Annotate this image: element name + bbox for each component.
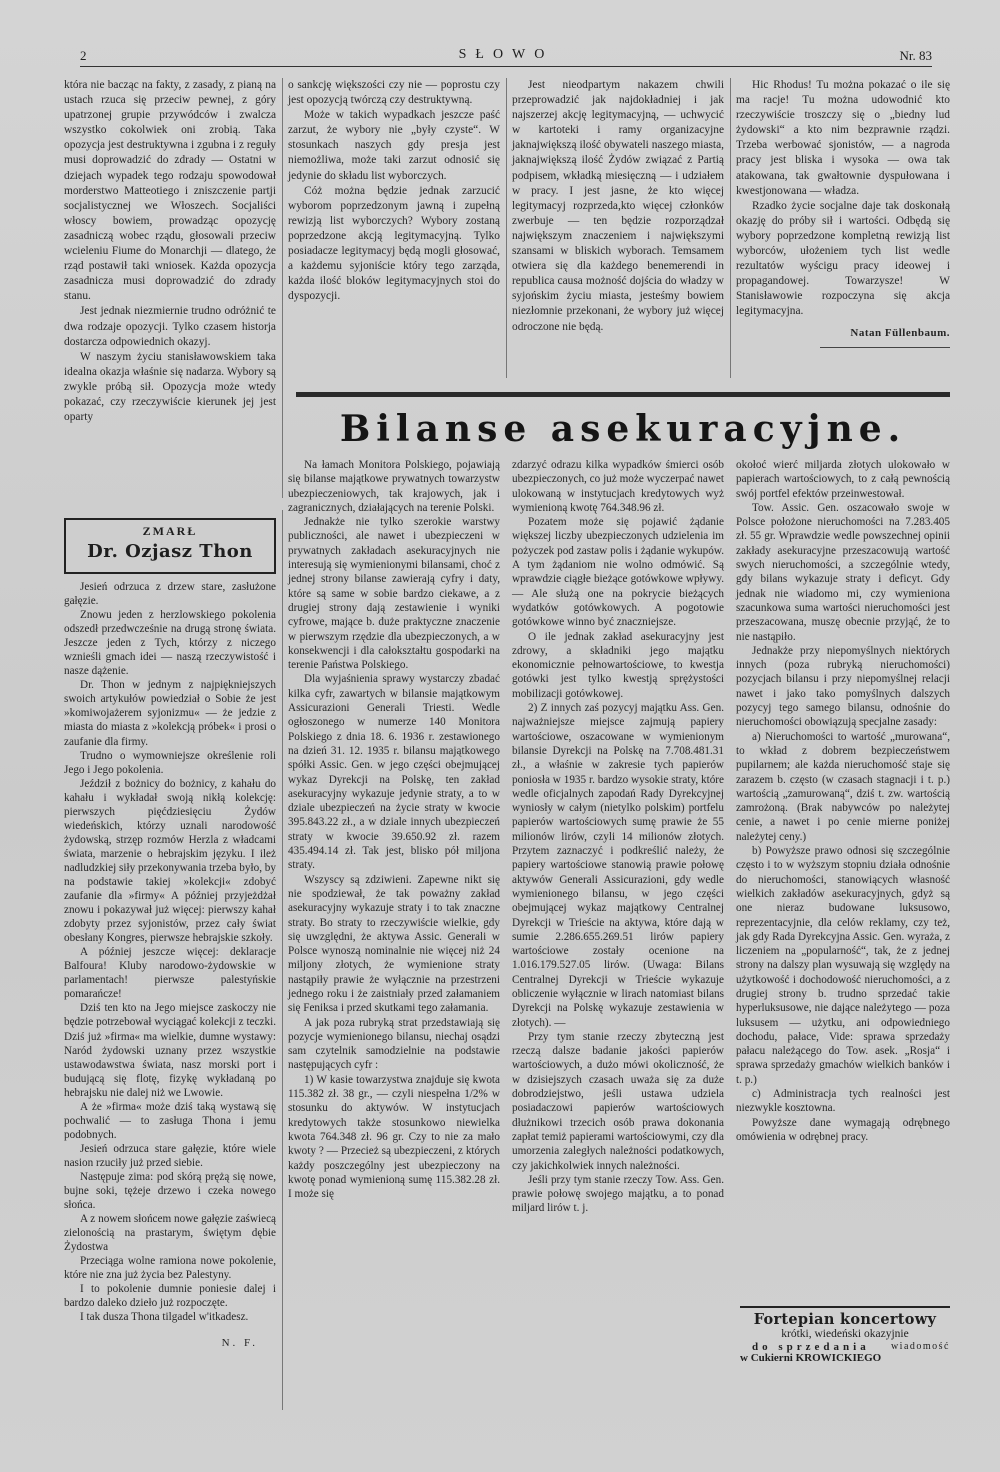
paragraph: A z nowem słońcem nowe gałęzie zaświecą zielonością na prastarym, świętym dębie Żydostwa <box>64 1213 276 1254</box>
masthead-title: SŁOWO <box>458 47 554 62</box>
paragraph: A że »firma« może dziś taką wystawą się pochwalić — to zasługa Thona i jemu podobnych. <box>64 1100 276 1141</box>
paragraph: Przy tym stanie rzeczy zbyteczną jest rzeczą dalsze badanie jakości papierów wartościowych, a dużo mówi okoliczność, że w dzisiejszych czasach uważa się za duże dobrodziejstwo, jeśli ustawa udziela posiadaczowi papierów wartościowych dłużnikowi trzecich osób prawa dokonania zapłat temiż papierami wartościowymi, czy dla umorzenia zaległych należności podatkowych, czy jakichkolwiek innych należności. <box>512 1030 724 1172</box>
column-divider <box>282 510 283 1410</box>
paragraph: A później jeszcze więcej: deklaracje Balfoura! Kluby narodowo-żydowskie w parlamentach! pierwsze palestyńskie pomarańcze! <box>64 946 276 1001</box>
paragraph: c) Administracja tych realności jest niezwykle kosztowna. <box>736 1088 950 1115</box>
article-column-4 <box>736 78 950 348</box>
paragraph: Jeśli przy tym stanie rzeczy Tow. Ass. Gen. prawie połowę swojego majątku, a to ponad miljard lirów t. j. <box>512 1173 724 1215</box>
obituary-text <box>64 580 276 1351</box>
paragraph: Dla wyjaśnienia sprawy wystarczy zbadać kilka cyfr, zawartych w bilansie majątkowym Assicurazioni Generali Triesti. Wedle ogłoszonego w numerze 140 Monitora Polskiego z dnia 18. 6. 1936 r. zestawionego na dzień 31. 12. 1935 r. bilansu majątkowego spółki Assic. Gen. w jego części obejmującej wykaz Dyrekcji na Polskę, ten zakład asekuracyjny wykazuje jedynie straty, a to w dziale ubezpieczeń na życie straty w kwocie 395.843.22 zł., a w dziale innych ubezpieczeń straty w kwocie 39.650.92 zł. razem 435.494.14 zł. Tak jest, blisko pół miljona straty. <box>288 673 500 872</box>
paragraph: Dziś ten kto na Jego miejsce zaskoczy nie będzie potrzebował wyciągać kolekcji z teczki. Dziś już »firma« ma wielkie, dumne wystawy: Naród żydowski uznany przez wszystkie ustawodawstwa świata, nasz morski port i budującą się flotę, fizykę wykładaną po hebrajsku nie dalej niż we Lwowie. <box>64 1002 276 1099</box>
obituary-box <box>64 518 276 574</box>
paragraph: Jesień odrzuca stare gałęzie, które wiele nasion rzuciły już przed siebie. <box>64 1142 276 1169</box>
paragraph: Jesień odrzuca z drzew stare, zasłużone gałęzie. <box>64 581 276 608</box>
paragraph: Jednakże nie tylko szerokie warstwy publiczności, ale nawet i ubezpieczeni w prywatnych zakładach asekuracyjnych nie interesują się wymienionymi bilansami, choć z jednej strony bilanse zawierają cyfry i daty, które są same w sobie bardzo ciekawe, a z drugiej strony dają zestawienie i wyniki cyfrowe, mające b. duże praktyczne znaczenie w pierwszym rzędzie dla ubezpieczonych, a w konsekwencji i dla całokształtu gospodarki na terenie Państwa Polskiego. <box>288 516 500 672</box>
article-headline: Bilanse asekuracyjne. <box>339 408 907 450</box>
signature-rule <box>820 347 950 348</box>
article-column-1 <box>64 78 276 425</box>
paragraph: 2) Z innych zaś pozycyj majątku Ass. Gen. najważniejsze miejsce zajmują papiery wartościowe, oszacowane w wymienionym bilansie Dyrekcji na Polskę na 7.708.481.31 zł., a właśnie w zakresie tych papierów poniosła w 1935 r. bardzo wysokie straty, które wedle oficjalnych zapodań Rady Dyrekcyjnej wyniosły w całym (nietylko polskim) portfelu papierów wartościowych sumę prawie że 55 milionów lirów, czyli 14 milionów złotych. Przytem zaznaczyć i podkreślić należy, że papiery wartościowe stanowią prawie połowę aktywów Generali Assicurazioni, gdy wedle wymienionego bilansu, w jego części obejmującej wykaz majątkowy Centralnej Dyrekcji w Trieście na aktywa, które dają w sumie 2.286.655.269.51 lirów papiery wartościowe zostały ocenione na 1.016.179.527.05 lirów. (Uwaga: Bilans Centralnej Dyrekcji w Trieście wykazuje obliczenie wyłącznie w lirach natomiast bilans Dyrekcji na Polskę wykazuje zestawienia w złotych). — <box>512 702 724 1029</box>
paragraph: A jak poza rubryką strat przedstawiają się pozycje wymienionego bilansu, niechaj osądzi sam czytelnik samodzielnie na podstawie następujących cyfr : <box>288 1016 500 1072</box>
page-number: 2 <box>80 48 87 63</box>
obituary-kicker: ZMARŁ <box>142 524 198 538</box>
paragraph: okołoć wierć miljarda złotych ulokowało w papierach wartościowych, to z całą pewnością swój portfel efektów przeinwestował. <box>736 459 950 500</box>
paragraph: Cóż można będzie jednak zarzucić wyborom poprzedzonym jawną i zupełną rewizją list wyborczych? Wybory zostaną poprzedzone akcją legitymacyjną. Tylko posiadacze legitymacyj będą mogli głosować, a każdemu syjoniście który tego zarząda, każda ilość bloków legitymacyjnych stoi do dyspozycji. <box>288 184 500 303</box>
paragraph: Przeciąga wolne ramiona nowe pokolenie, które nie zna już życia bez Palestyny. <box>64 1255 276 1282</box>
paragraph: o sankcję większości czy nie — poprostu czy jest opozycją twórczą czy destruktywną. <box>288 79 500 107</box>
paragraph: I tak dusza Thona tilgadel w'itkadesz. <box>80 1311 249 1324</box>
classified-ad <box>740 1306 950 1364</box>
paragraph: I to pokolenie dumnie poniesie dalej i bardzo daleko dzieło już rozpoczęte. <box>64 1283 276 1310</box>
paragraph: Jeździł z bożnicy do bożnicy, z kahału do kahału i wykładał swoją nikłą kolekcję: pierwszych pięćdziesięciu Żydów wiedeńskich, którzy uznali narodowość żydowską, strzęp rozmów Herzla z władcami świata, marzenie o hebrajskim języku. I ileż nadludzkiej siły przekonywania trzeba było, by na podstawie takiej »kolekcji« zdobyć zaufanie dla »firmy« A później przyjeżdżał znowu i pokazywał już więcej: pierwszy kahał zdobyty przez syjonistów, przez cały świat obesłany Kongres, pierwsze hebrajskie szkoły. <box>64 777 276 945</box>
issue-number: Nr. 83 <box>899 48 932 63</box>
ad-rule <box>740 1306 950 1308</box>
ad-inquiry: wiadomość <box>890 1341 950 1352</box>
headline-rule <box>296 392 950 397</box>
obituary-signature: N. F. <box>221 1337 258 1350</box>
ad-title: Fortepian koncertowy <box>753 1311 937 1328</box>
ad-location: w Cukierni KROWICKIEGO <box>740 1352 882 1364</box>
paragraph: Na łamach Monitora Polskiego, pojawiają się bilanse majątkowe prywatnych towarzystw ubezpieczeniowych, tak krajowych, jak i zagranicznych, działających na terenie Polski. <box>288 459 500 514</box>
obituary-name: Dr. Ozjasz Thon <box>87 541 253 562</box>
paragraph: która nie bacząc na fakty, z zasady, z pianą na ustach rzuca się przeciw pewnej, z góry upatrzonej grupie przywódców i zwalcza wszystko cokolwiek oni zrobią. Taka opozycja jest destruktywna i zgubna i z reguły musi doprowadzić do zdrady — Ostatni w dziejach wypadek tego rodzaju spowodował morderstwo Matteotiego i zniszczenie partji socjalistycznej we Włoszech. Socjaliści włoscy bowiem, prowadząc opozycję zasadniczą wobec rządu, głosowali przeciw wcieleniu Fiume do Monarchji — dlatego, że rząd postawił taki wniosek. Każda opozycja zasadnicza musi doprowadzić do zdrady stanu. <box>64 79 276 303</box>
paragraph: Rzadko życie socjalne daje tak doskonałą okazję do próby sił i wartości. Odbędą się wybory poprzedzone kompletną rewizją list wyborców, ułożeniem tych list wedle rezultatów wyścigu pracy ideowej i propagandowej. Towarzysze! W Stanisławowie rozpoczyna się akcja legitymacyjna. <box>736 199 950 318</box>
ad-description: krótki, wiedeński okazyjnie <box>781 1328 909 1340</box>
column-divider <box>506 78 507 378</box>
paragraph: Jednakże przy niepomyślnych niektórych innych (poza rubryką nieruchomości) pozycjach bilansu i przy niepomyślnej relacji nawet i jako tako pomyślnych dalszych pozycyj tego samego bilansu, odnośnie do nieruchomości obowiązują specjalne zasady: <box>736 644 950 729</box>
paragraph: Może w takich wypadkach jeszcze paść zarzut, że wybory nie „były czyste“. W stosunkach naszych gdy presja jest niemożliwa, może taki zarzut odnosić się jedynie do składu list wyborczych. <box>288 109 500 182</box>
paragraph: Trudno o wymowniejsze określenie roli Jego i Jego pokolenia. <box>64 749 276 776</box>
author-signature: Natan Füllenbaum. <box>850 326 950 339</box>
paragraph: a) Nieruchomości to wartość „murowana“, to wkład z dobrem bezpieczeństwem pupilarnem; ale każda nieruchomość staje się zarazem b. często (w czasach stagnacji i t. p.) wartością „zamurowaną“, dziś t. zw. wartością zamrożoną. (Brak nabywców po należytej cenie, a nawet i po cenie mierne poniżej należytej ceny.) <box>736 730 950 843</box>
paragraph: Tow. Assic. Gen. oszacowało swoje w Polsce położone nieruchomości na 7.283.405 zł. 55 gr. Wprawdzie wedle powszechnej opinii zakłady asekuracyjne przeszacowują wartość swych nieruchomości, a szczególnie wtedy, gdy bilans wykazuje straty i deficyt. Gdy jednak nie wiadomo mi, czy wymieniona szacunkowa suma wartości nieruchomości jest przeszacowana, muszę obecnie przyjąć, że to nie nastąpiło. <box>736 501 950 643</box>
bilanse-column-1 <box>288 458 500 1201</box>
column-divider <box>730 78 731 378</box>
paragraph: b) Powyższe prawo odnosi się szczególnie często i to w wyższym stopniu działa odnośnie do nieruchomości, stanowiących własność wielkich zakładów asekuracyjnych, gdyż są one nieraz budowane luksusowo, reprezentacyjnie, dla celów reklamy, czy też, jak gdy Rada Dyrekcyjna Assic. Gen. wyraża, z liczeniem na „popularność“, tak, że z jednej strony na dalszy plan wysuwają się względy na użytkowość i dochodowość nieruchomości, a z drugiej strony b. trudno sprzedać takie hyperluksusowe, nie dające należytego — poza luksusem — użytku, ani odpowiedniego dochodu, pałace, Vide: sprawa sprzedaży pałacu należącego do Tow. asek. „Rosja“ i sprawa sprzedaży gmachów wielkich banków i t. p.) <box>736 845 950 1086</box>
paragraph: Jest jednak niezmiernie trudno odróżnić te dwa rodzaje opozycji. Tylko czasem historja dostarcza odpowiednich okazyj. <box>64 305 276 348</box>
ad-for-sale: do sprzedania <box>752 1341 870 1353</box>
paragraph: Następuje zima: pod skórą prężą się nowe, bujne soki, tężeje drzewo i czeka nowego słońca. <box>64 1170 276 1212</box>
bilanse-column-3 <box>736 458 950 1144</box>
paragraph: Hic Rhodus! Tu można pokazać o ile się ma racje! Tu można udowodnić kto rzeczywiście troszczy się o „biedny lud żydowski“ a kto nim bezprawnie rządzi. Trzeba werbować sjonistów, — a nagroda pracy jest bliska i wysoka — owa tak atakowana, tak gwałtownie dyspułowana i kwestjonowana — władza. <box>736 79 950 197</box>
paragraph: Znowu jeden z herzlowskiego pokolenia odszedł przedwcześnie na drugą stronę świata. Jeszcze jeden z Tych, którzy z niczego wznieśli gmach idei — naszą rzeczywistość i nasze dążenie. <box>64 609 276 678</box>
paragraph: O ile jednak zakład asekuracyjny jest zdrowy, a składniki jego majątku ekonomicznie pełnowartościowe, to kwestja gotówki jest tylko kwestją sprężystości mobilizacji gotówkowej. <box>512 630 724 700</box>
paragraph: Wszyscy są zdziwieni. Zapewne nikt się nie spodziewał, że tak poważny zakład asekuracyjny wykazuje straty i to tak znaczne straty. Bo straty to rzeczywiście wielkie, gdy się uwzględni, że aktywa Assic. Generali w Polsce wynoszą nominalnie nie więcej niż 24 miljony złotych, że wymienione straty nastąpiły prawie że wyłącznie na przestrzeni jednego roku i że zaistniały przed załamaniem się Feniksa i przed skutkami tego załamania. <box>288 873 500 1015</box>
paragraph: Jest nieodpartym nakazem chwili przeprowadzić jak najdokładniej i jak najszerzej akcję legitymacyjną, — uchwycić w kartoteki i ramy organizacyjne jaknajwiększą ilość obywateli naszego miasta, jaknajwiększą ilość Żydów związać z Partią podpisem, wkładką miesięczną — i udziałem w pracy. I jest jasne, że kto więcej legitymacyj rozprzeda,kto więcej członków zwerbuje — ten będzie rozporządzał największym znaczeniem i największymi szansami w bliskich wyborach. Temsamem otwiera się dla każdego benemerendi in republica causa możność dojścia do władzy w syjońskim życiu miasta, jesteśmy bowiem niezłomnie przekonani, że wybory już więcej odroczone nie będą. <box>512 79 724 333</box>
page-header <box>80 46 932 67</box>
paragraph: zdarzyć odrazu kilka wypadków śmierci osób ubezpieczonych, co już może wyczerpać nawet ulokowaną w instytucjach kredytowych wyż wymienioną kwotę 764.348.96 zł. <box>512 459 724 514</box>
paragraph: 1) W kasie towarzystwa znajduje się kwota 115.382 zł. 38 gr., — czyli niespełna 1/2% w stosunku do aktywów. W instytucjach kredytowych także stosunkowo niewielka kwota 764.348 zł. 96 gr. Czy to nie za mało kwoty ? — Przecież są ubezpieczeni, z których każdy poszczególny jest ubezpieczony na kwotę ponad wymienioną sumę 115.382.28 zł. I może się <box>288 1073 500 1201</box>
article-column-2 <box>288 78 500 304</box>
column-divider <box>282 78 283 498</box>
paragraph: Powyższe dane wymagają odrębnego omówienia w odrębnej pracy. <box>736 1116 950 1143</box>
paragraph: Pozatem może się pojawić żądanie większej liczby ubezpieczonych udzielenia im pożyczek pod zastaw polis i żądanie wykupów. A tym żądaniom nie wolno odmówić. Są wprawdzie ciągłe bieżące gotówkowe wpływy. — Ale służą one na pokrycie bieżących wydatków gotówkowych. A pogotowie gotówkowe winno być znaczniejsze. <box>512 516 724 629</box>
paragraph: Dr. Thon w jednym z najpiękniejszych swoich artykułów powiedział o Sobie że jest »komiwojażerem syjonizmu« — że jedzie z miasta do miasta z »kolekcją próbek« i prosi o zaufanie dla firmy. <box>64 679 276 748</box>
paragraph: W naszym życiu stanisławowskiem taka idealna okazja właśnie się nadarza. Wybory są zwykle próbą sił. Opozycja może wtedy pokazać, czy rzeczywiście kierunek jej jest oparty <box>64 350 276 424</box>
article-column-3 <box>512 78 724 335</box>
bilanse-column-2 <box>512 458 724 1216</box>
